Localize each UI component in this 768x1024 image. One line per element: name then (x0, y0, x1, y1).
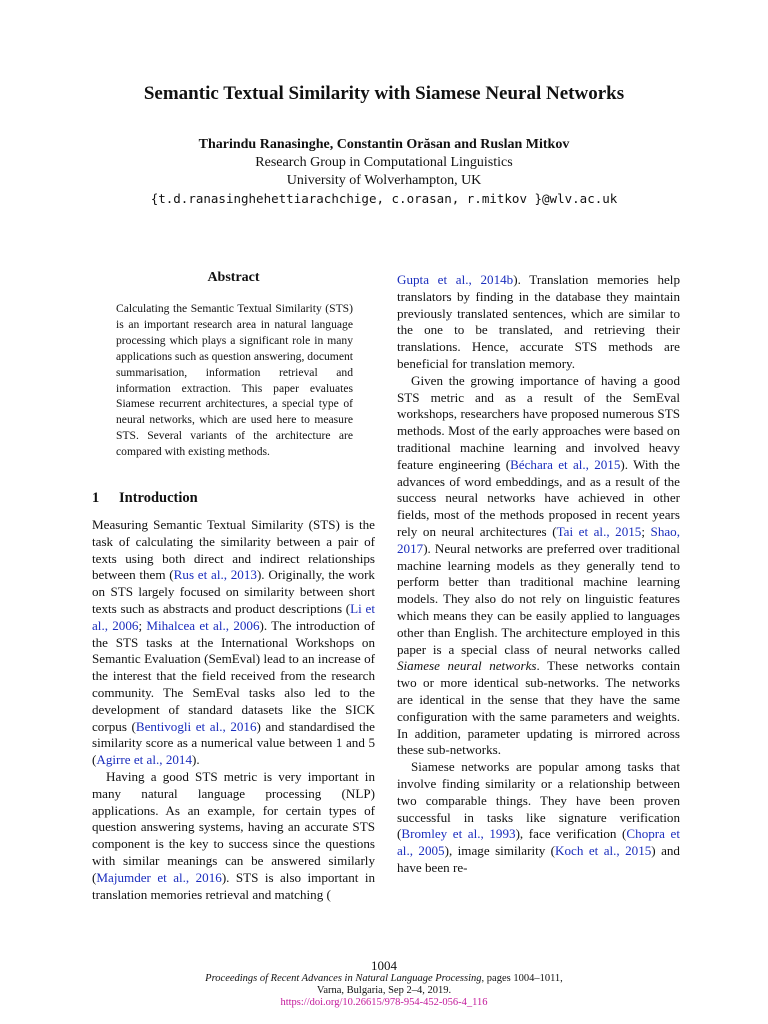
citation-li-2006[interactable]: Li et al., 2006 (92, 600, 375, 633)
intro-paragraph-2-continued: Gupta et al., 2014b). Translation memories help translators by finding in the database they maintain previously translated sentences, which are similar to the one to be translated, and retrieving their translations. Hence, accurate STS methods are beneficial for translation memory. (397, 272, 680, 371)
citation-gupta-2014b[interactable]: Gupta et al., 2014b (397, 272, 514, 287)
intro-paragraph-3: Given the growing importance of having a good STS metric and as a result of the SemEval workshops, researchers have proposed numerous STS methods. Most of the early approaches were based on traditional machine learning and involved heavy feature engineering (Béchara et al., 2015). With the advances of word embeddings, and as a result of the success neural networks have achieved in other fields, most of the methods proposed in recent years rely on neural architectures (Tai et al., 2015; Shao, 2017). Neural networks are preferred over traditional machine learning models as they generally tend to perform better than traditional machine learning models. They also do not rely on linguistic features which means they can be easily applied to languages other than English. The architecture employed in this paper is a special class of neural networks called Siamese neural networks. These networks contain two or more identical sub-networks. The networks are identical in the sense that they have the same configuration with the same parameters and weights. In addition, parameter updating is mirrored across these sub-networks. (397, 372, 680, 758)
left-column (92, 517, 375, 903)
abstract-text: Calculating the Semantic Textual Similarity (STS) is an important research area in natural language processing which plays a significant role in many applications such as question answering, document summarisation, information retrieval and information extraction. This paper evaluates Siamese recurrent architectures, a special type of neural networks, which are used here to measure STS. Several variants of the architecture are compared with existing methods. (116, 302, 353, 459)
citation-chopra-2005[interactable]: Chopra et al., 2005 (397, 826, 680, 859)
intro-paragraph-4: Siamese networks are popular among tasks that involve finding similarity or a relationship between two comparable things. They have been proven successful in tasks like signature verification (Bromley et al., 1993), face verification (Chopra et al., 2005), image similarity (Koch et al., 2015) and have been re- (397, 759, 680, 875)
citation-shao-2017[interactable]: Shao, 2017 (397, 523, 680, 556)
abstract-heading: Abstract (207, 270, 260, 285)
affiliation-university: University of Wolverhampton, UK (286, 173, 482, 188)
citation-tai-2015[interactable]: Tai et al., 2015 (556, 523, 642, 539)
intro-paragraph-2: Having a good STS metric is very important in many natural language processing (NLP) applications. As an example, for certain types of question answering systems, having an accurate STS component is the key to success since the questions with similar meanings can be answered similarly (Majumder et al., 2016). STS is also important in translation memories retrieval and matching ( (92, 768, 376, 902)
citation-bromley-1993[interactable]: Bromley et al., 1993 (401, 826, 516, 842)
intro-paragraph-1: Measuring Semantic Textual Similarity (STS) is the task of calculating the similarity between a pair of texts using both direct and indirect relationships between them (Rus et al., 2013). Originally, the work on STS largely focused on similarity between short texts such as abstracts and product descriptions (Li et al., 2006; Mihalcea et al., 2006). The introduction of the STS tasks at the International Workshops on Semantic Evaluation (SemEval) lead to an increase of the interest that the field received from the research community. The SemEval tasks also led to the development of standard datasets like the SICK corpus (Bentivogli et al., 2016) and standardised the similarity score as a numerical value between 1 and 5 (Agirre et al., 2014). (92, 517, 375, 768)
emphasis-siamese: Siamese neural networks (397, 658, 537, 674)
citation-koch-2015[interactable]: Koch et al., 2015 (555, 843, 652, 859)
citation-mihalcea-2006[interactable]: Mihalcea et al., 2006 (146, 617, 260, 633)
section-number: 1 (92, 490, 100, 506)
location-date: Varna, Bulgaria, Sep 2–4, 2019. (316, 985, 452, 996)
citation-bentivogli-2016[interactable]: Bentivogli et al., 2016 (135, 718, 257, 734)
author-list: Tharindu Ranasinghe, Constantin Orăsan and Ruslan Mitkov (198, 137, 570, 152)
section-title: Introduction (119, 490, 198, 506)
proceedings-info: Proceedings of Recent Advances in Natural Language Processing, pages 1004–1011, Varna, Bulgaria, Sep 2–4, 2019. (205, 973, 563, 996)
citation-majumder-2016[interactable]: Majumder et al., 2016 (96, 869, 222, 885)
affiliation-group: Research Group in Computational Linguistics (255, 155, 513, 170)
page-number: 1004 (371, 958, 397, 973)
author-emails: {t.d.ranasinghehettiarachchige, c.orasan, r.mitkov }@wlv.ac.uk (150, 191, 618, 206)
right-column (397, 272, 680, 877)
citation-bechara-2015[interactable]: Béchara et al., 2015 (510, 456, 621, 472)
doi-link[interactable]: https://doi.org/10.26615/978-954-452-056-4_116 (280, 997, 488, 1008)
paper-title: Semantic Textual Similarity with Siamese Neural Networks (143, 83, 625, 104)
proceedings-title: Proceedings of Recent Advances in Natural Language Processing (205, 973, 482, 984)
citation-agirre-2014[interactable]: Agirre et al., 2014 (96, 752, 193, 768)
citation-rus-2013[interactable]: Rus et al., 2013 (173, 567, 257, 583)
section-heading-introduction (92, 490, 198, 507)
